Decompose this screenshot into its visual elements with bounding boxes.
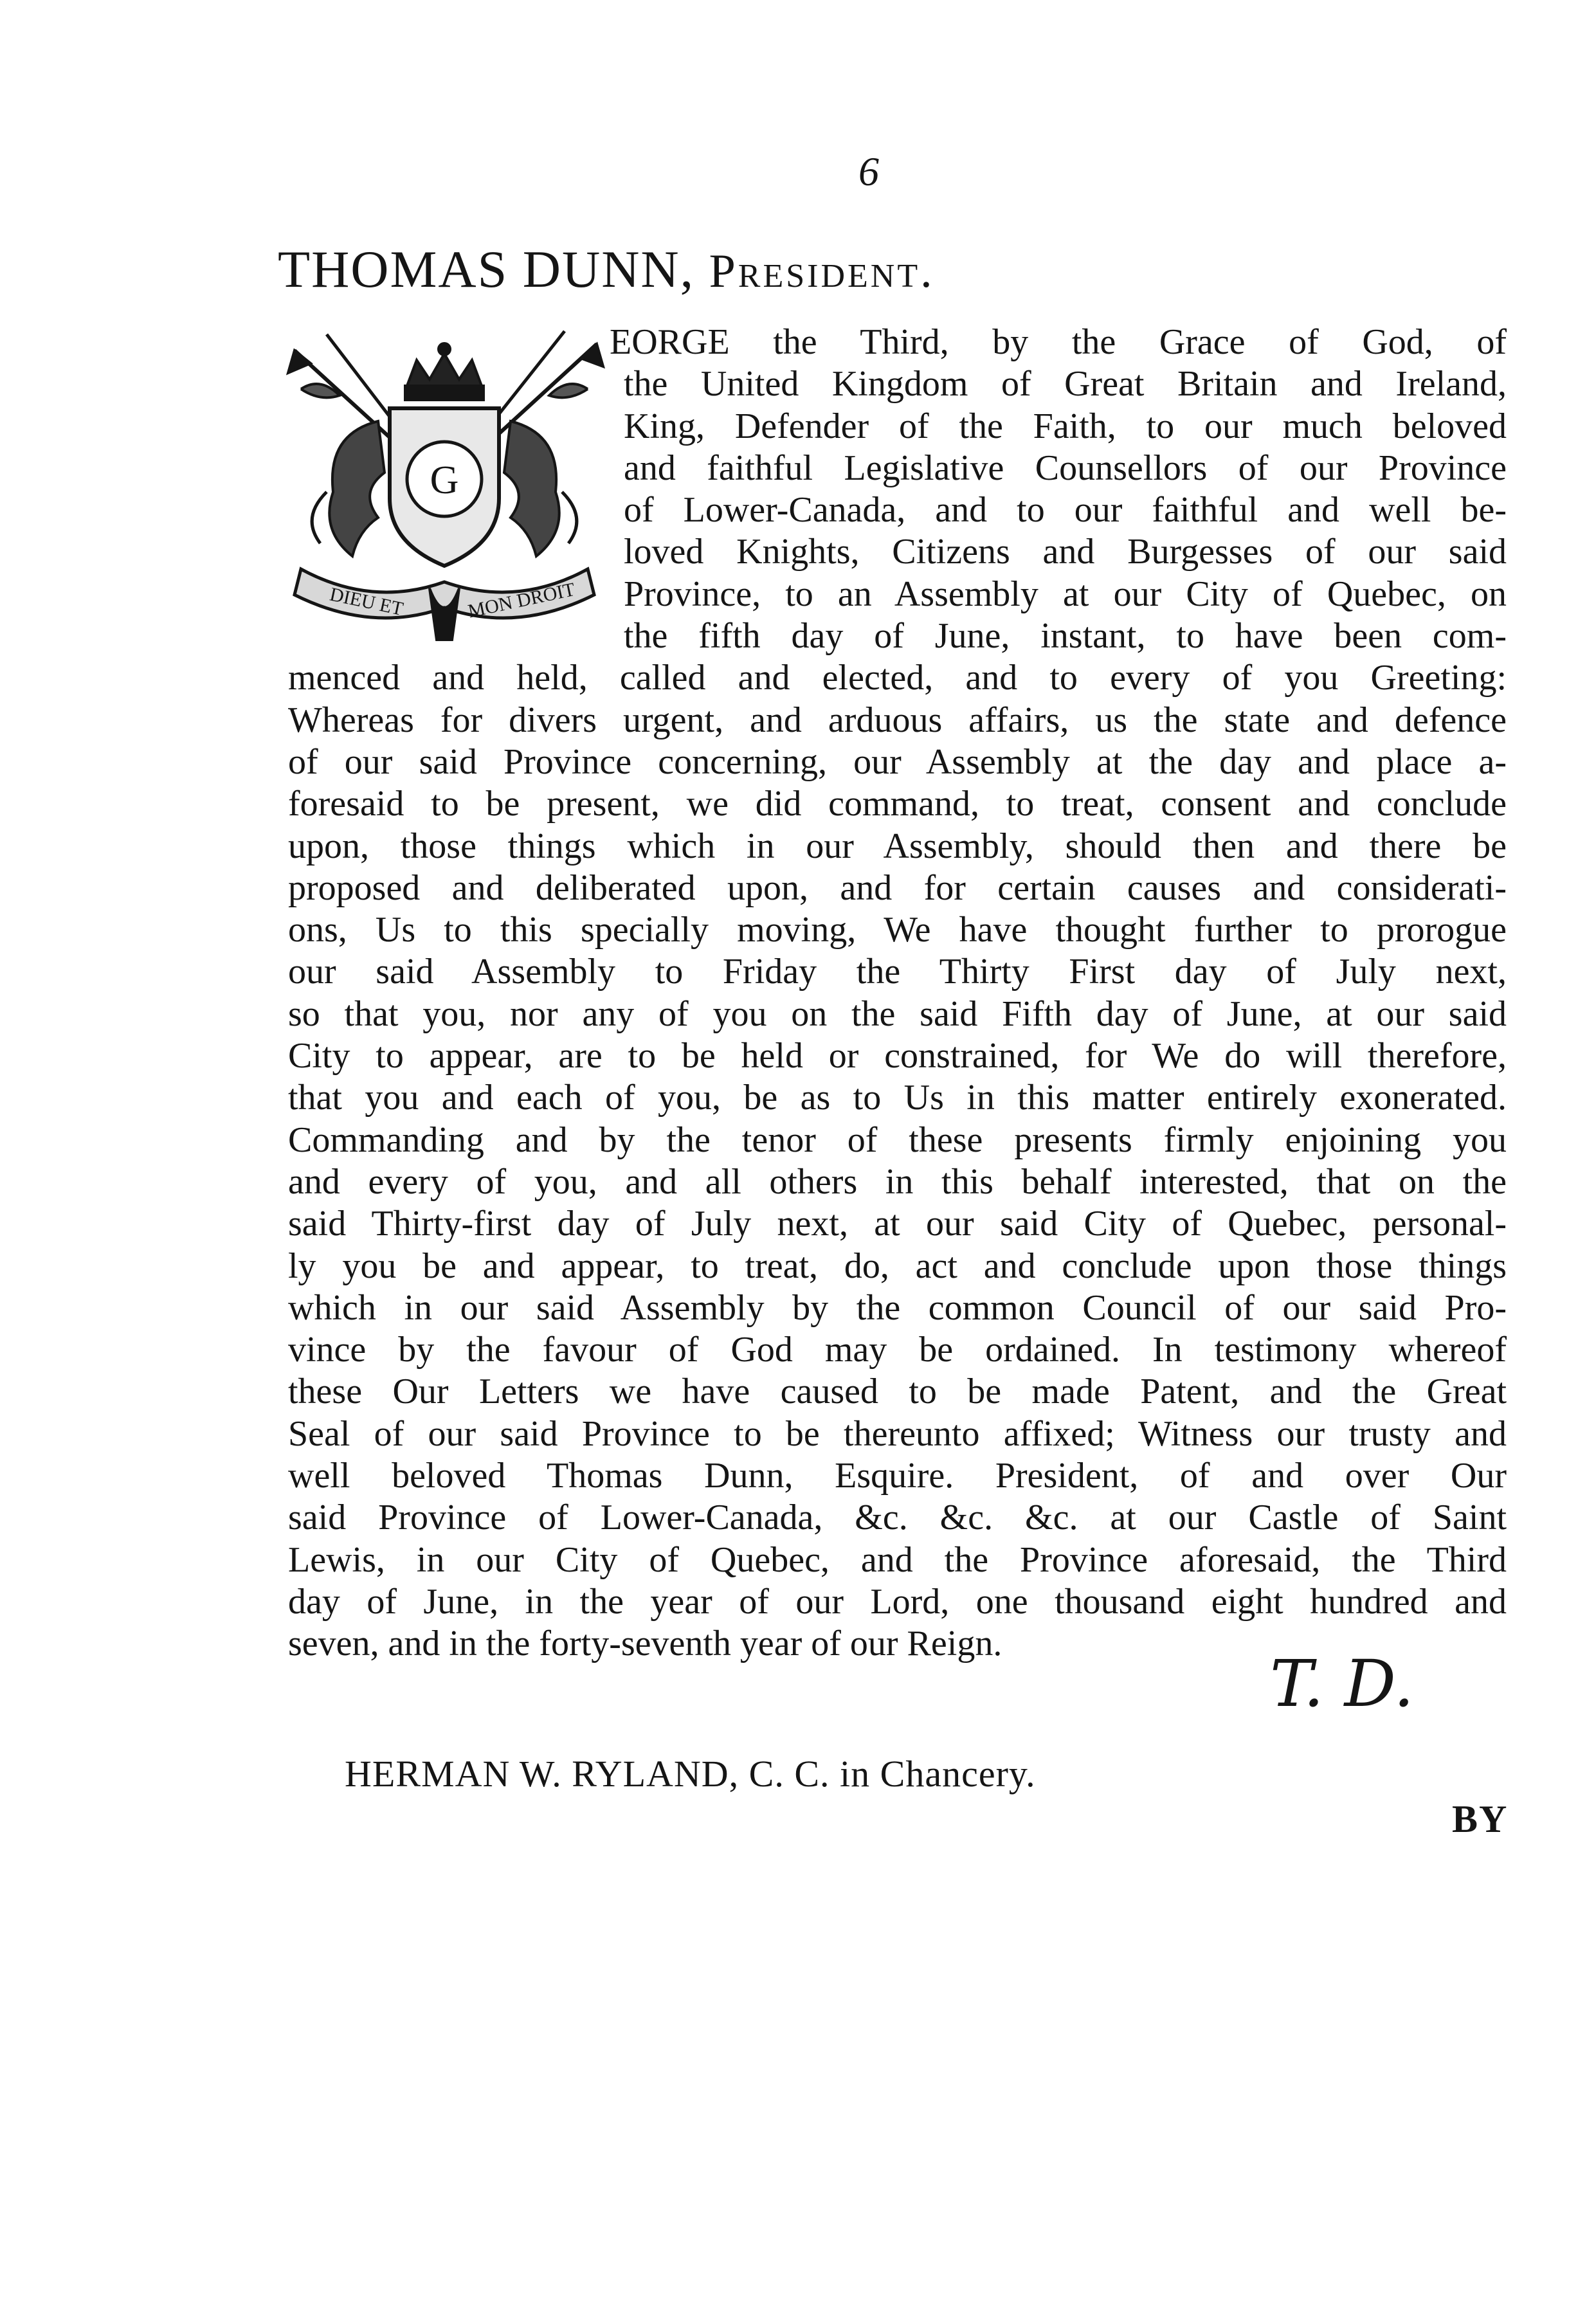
text-line: menced and held, called and elected, and to every of you Greeting:	[288, 658, 1507, 698]
heading-name: THOMAS DUNN,	[278, 240, 695, 298]
text-line: the United Kingdom of Great Britain and Ireland,	[624, 364, 1507, 404]
text-line: King, Defender of the Faith, to our much beloved	[624, 406, 1507, 446]
text-line: Lewis, in our City of Quebec, and the Province aforesaid, the Third	[288, 1539, 1507, 1580]
text-line: foresaid to be present, we did command, to treat, consent and conclude	[288, 784, 1507, 824]
proclamation-text	[288, 322, 1507, 1665]
text-line: Commanding and by the tenor of these presents firmly enjoining you	[288, 1119, 1507, 1160]
text-line: and every of you, and all others in this behalf interested, that on the	[288, 1161, 1507, 1202]
crest-motto-right: MON DROIT	[466, 578, 577, 622]
text-line: our said Assembly to Friday the Thirty First day of July next,	[288, 952, 1507, 992]
text-line: day of June, in the year of our Lord, one thousand eight hundred and	[288, 1581, 1507, 1622]
text-line: of Lower-Canada, and to our faithful and well be-	[624, 490, 1507, 530]
text-line: ons, Us to this specially moving, We have thought further to prorogue	[288, 910, 1507, 950]
text-line: EORGE the Third, by the Grace of God, of	[610, 322, 1507, 362]
text-line: well beloved Thomas Dunn, Esquire. President, of and over Our	[288, 1456, 1507, 1496]
crest-letter: G	[430, 458, 459, 502]
text-line: Seal of our said Province to be thereunto affixed; Witness our trusty and	[288, 1413, 1507, 1454]
signature: T. D.	[1270, 1646, 1414, 1721]
crest-motto-left: DIEU ET	[327, 583, 406, 620]
text-line: that you and each of you, be as to Us in this matter entirely exonerated.	[288, 1078, 1507, 1118]
text-line: the fifth day of June, instant, to have been com-	[624, 616, 1507, 657]
text-line: Whereas for divers urgent, and arduous affairs, us the state and defence	[288, 700, 1507, 740]
text-line: said Province of Lower-Canada, &c. &c. &c. at our Castle of Saint	[288, 1498, 1507, 1538]
text-line: ly you be and appear, to treat, do, act and conclude upon those things	[288, 1246, 1507, 1286]
text-line: seven, and in the forty-seventh year of our Reign.	[288, 1624, 1002, 1664]
text-line: these Our Letters we have caused to be made Patent, and the Great	[288, 1372, 1507, 1412]
catchword: BY	[1452, 1798, 1509, 1840]
text-line: so that you, nor any of you on the said Fifth day of June, at our said	[288, 993, 1507, 1034]
text-line: said Thirty-first day of July next, at our said City of Quebec, personal-	[288, 1204, 1507, 1244]
text-line: upon, those things which in our Assembly, should then and there be	[288, 826, 1507, 866]
text-line: vince by the favour of God may be ordained. In testimony whereof	[288, 1330, 1507, 1370]
text-line: of our said Province concerning, our Assembly at the day and place a-	[288, 741, 1507, 782]
page-number: 6	[858, 149, 879, 194]
text-line: City to appear, are to be held or constrained, for We do will therefore,	[288, 1036, 1507, 1076]
chancery-signatory: HERMAN W. RYLAND, C. C. in Chancery.	[345, 1753, 1036, 1795]
heading-title: President.	[709, 245, 935, 298]
page-title	[278, 239, 935, 300]
text-line: Province, to an Assembly at our City of Quebec, on	[624, 574, 1507, 614]
text-line: which in our said Assembly by the common Council of our said Pro-	[288, 1287, 1507, 1328]
text-line: and faithful Legislative Counsellors of our Province	[624, 448, 1507, 488]
text-line: loved Knights, Citizens and Burgesses of our said	[624, 532, 1507, 572]
text-line: proposed and deliberated upon, and for certain causes and considerati-	[288, 867, 1507, 908]
